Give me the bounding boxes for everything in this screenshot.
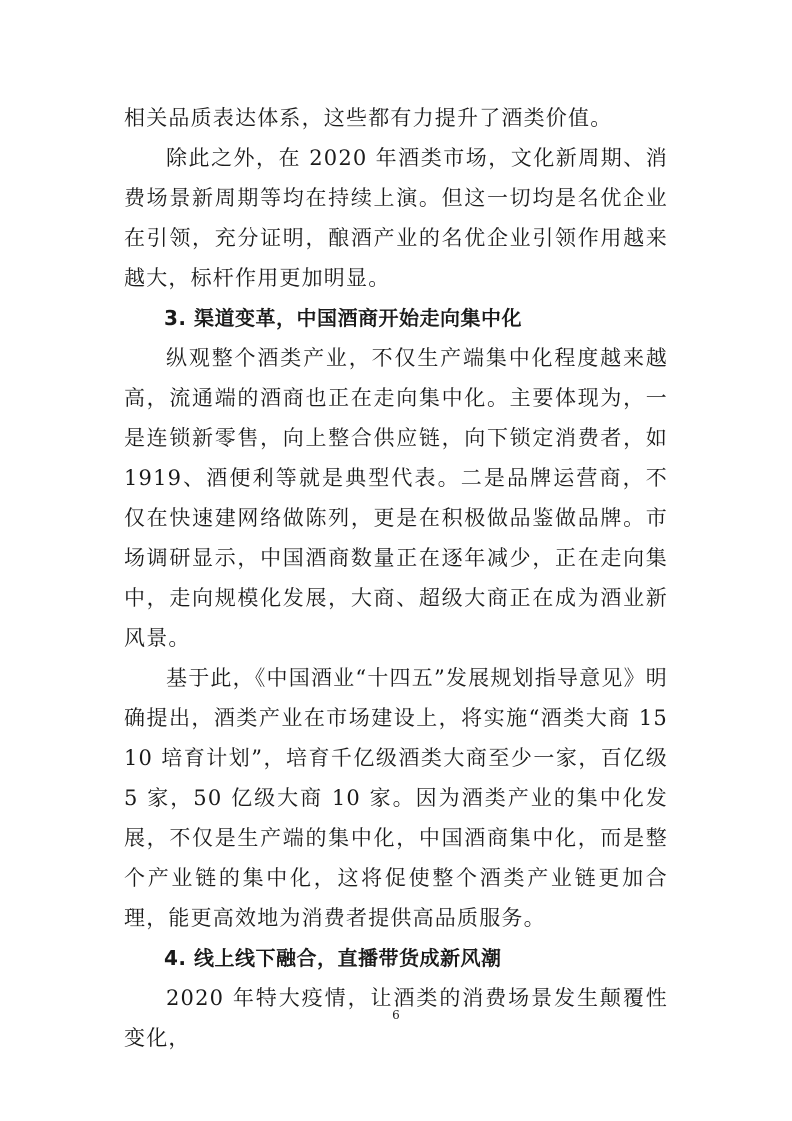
document-body [124, 98, 668, 1058]
section-heading-3: 3. 渠道变革，中国酒商开始走向集中化 [164, 306, 522, 330]
paragraph-5: 2020 年特大疫情，让酒类的消费场景发生颠覆性变化， [124, 986, 668, 1050]
paragraph-1: 相关品质表达体系，这些都有力提升了酒类价值。 [124, 106, 613, 130]
paragraph-4: 基于此，《中国酒业“十四五”发展规划指导意见》明确提出，酒类产业在市场建设上，将实施“酒类大商 1510 培育计划”，培育千亿级酒类大商至少一家，百亿级 5 家，50 亿级大商 10 家。因为酒类产业的集中化发展，不仅是生产端的集中化，中国酒商集中化，而是整个产业链的集中化，这将促使整个酒类产业链更加合理，能更高效地为消费者提供高品质服务。 [124, 666, 668, 930]
section-heading-4: 4. 线上线下融合，直播带货成新风潮 [164, 946, 502, 970]
paragraph-3: 纵观整个酒类产业，不仅生产端集中化程度越来越高，流通端的酒商也正在走向集中化。主要体现为，一是连锁新零售，向上整合供应链，向下锁定消费者，如 1919、酒便利等就是典型代表。二是品牌运营商，不仅在快速建网络做陈列，更是在积极做品鉴做品牌。市场调研显示，中国酒商数量正在逐年减少，正在走向集中，走向规模化发展，大商、超级大商正在成为酒业新风景。 [124, 346, 668, 650]
page-number: 6 [392, 1008, 400, 1022]
paragraph-2: 除此之外，在 2020 年酒类市场，文化新周期、消费场景新周期等均在持续上演。但这一切均是名优企业在引领，充分证明，酿酒产业的名优企业引领作用越来越大，标杆作用更加明显。 [124, 146, 668, 290]
